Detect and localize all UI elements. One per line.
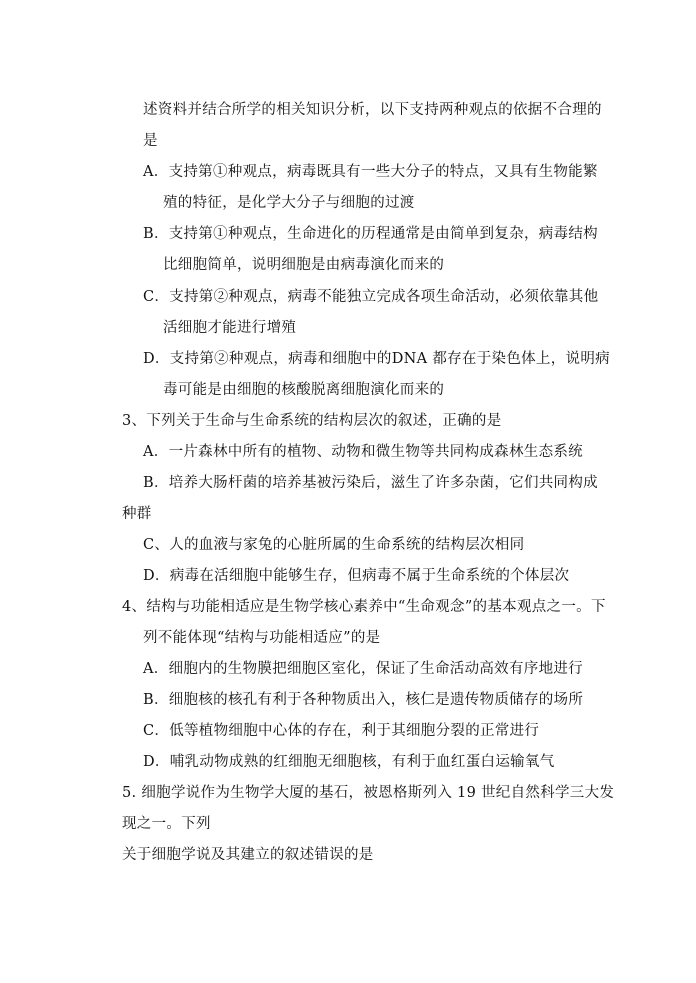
q2-stem-line-2: 是 (143, 133, 158, 149)
q4-option-c: C．低等植物细胞中心体的存在，利于其细胞分裂的正常进行 (143, 723, 540, 739)
q3-option-c: C、人的血液与家兔的心脏所属的生命系统的结构层次相同 (143, 537, 525, 553)
q2-option-c-line-1: C．支持第②种观点，病毒不能独立完成各项生命活动，必须依靠其他 (143, 289, 599, 305)
q3-option-a: A．一片森林中所有的植物、动物和微生物等共同构成森林生态系统 (143, 444, 583, 460)
q2-stem-line-1: 述资料并结合所学的相关知识分析，以下支持两种观点的依据不合理的 (143, 102, 602, 118)
q4-option-b: B．细胞核的核孔有利于各种物质出入，核仁是遗传物质储存的场所 (143, 692, 584, 708)
q4-option-a: A．细胞内的生物膜把细胞区室化，保证了生命活动高效有序地进行 (143, 661, 583, 677)
q3-option-d: D．病毒在活细胞中能够生存，但病毒不属于生命系统的个体层次 (143, 568, 570, 584)
q5-stem-line-3: 关于细胞学说及其建立的叙述错误的是 (122, 847, 374, 863)
q3-stem: 3、下列关于生命与生命系统的结构层次的叙述，正确的是 (122, 413, 502, 429)
q2-option-a-line-2: 殖的特征，是化学大分子与细胞的过渡 (163, 195, 415, 211)
q2-option-d-line-1: D．支持第②种观点，病毒和细胞中的DNA 都存在于染色体上，说明病 (143, 351, 610, 367)
q2-option-b-line-2: 比细胞简单，说明细胞是由病毒演化而来的 (163, 257, 445, 273)
q2-option-b-line-1: B．支持第①种观点，生命进化的历程通常是由简单到复杂，病毒结构 (143, 226, 598, 242)
q4-option-d: D．哺乳动物成熟的红细胞无细胞核，有利于血红蛋白运输氧气 (143, 754, 555, 770)
q2-option-a-line-1: A．支持第①种观点，病毒既具有一些大分子的特点，又具有生物能繁 (143, 164, 598, 180)
q4-stem-line-1: 4、结构与功能相适应是生物学核心素养中“生命观念”的基本观点之一。下 (122, 599, 606, 615)
q5-stem-line-2: 现之一。下列 (122, 816, 211, 832)
q2-option-c-line-2: 活细胞才能进行增殖 (163, 320, 297, 336)
q3-option-b-line-1: B．培养大肠杆菌的培养基被污染后，滋生了许多杂菌，它们共同构成 (143, 475, 598, 491)
q4-stem-line-2: 列不能体现“结构与功能相适应”的是 (143, 630, 381, 646)
q5-stem-line-1: 5. 细胞学说作为生物学大厦的基石，被恩格斯列入 19 世纪自然科学三大发 (122, 785, 615, 801)
q3-option-b-line-2: 种群 (122, 506, 152, 522)
q2-option-d-line-2: 毒可能是由细胞的核酸脱离细胞演化而来的 (163, 382, 445, 398)
